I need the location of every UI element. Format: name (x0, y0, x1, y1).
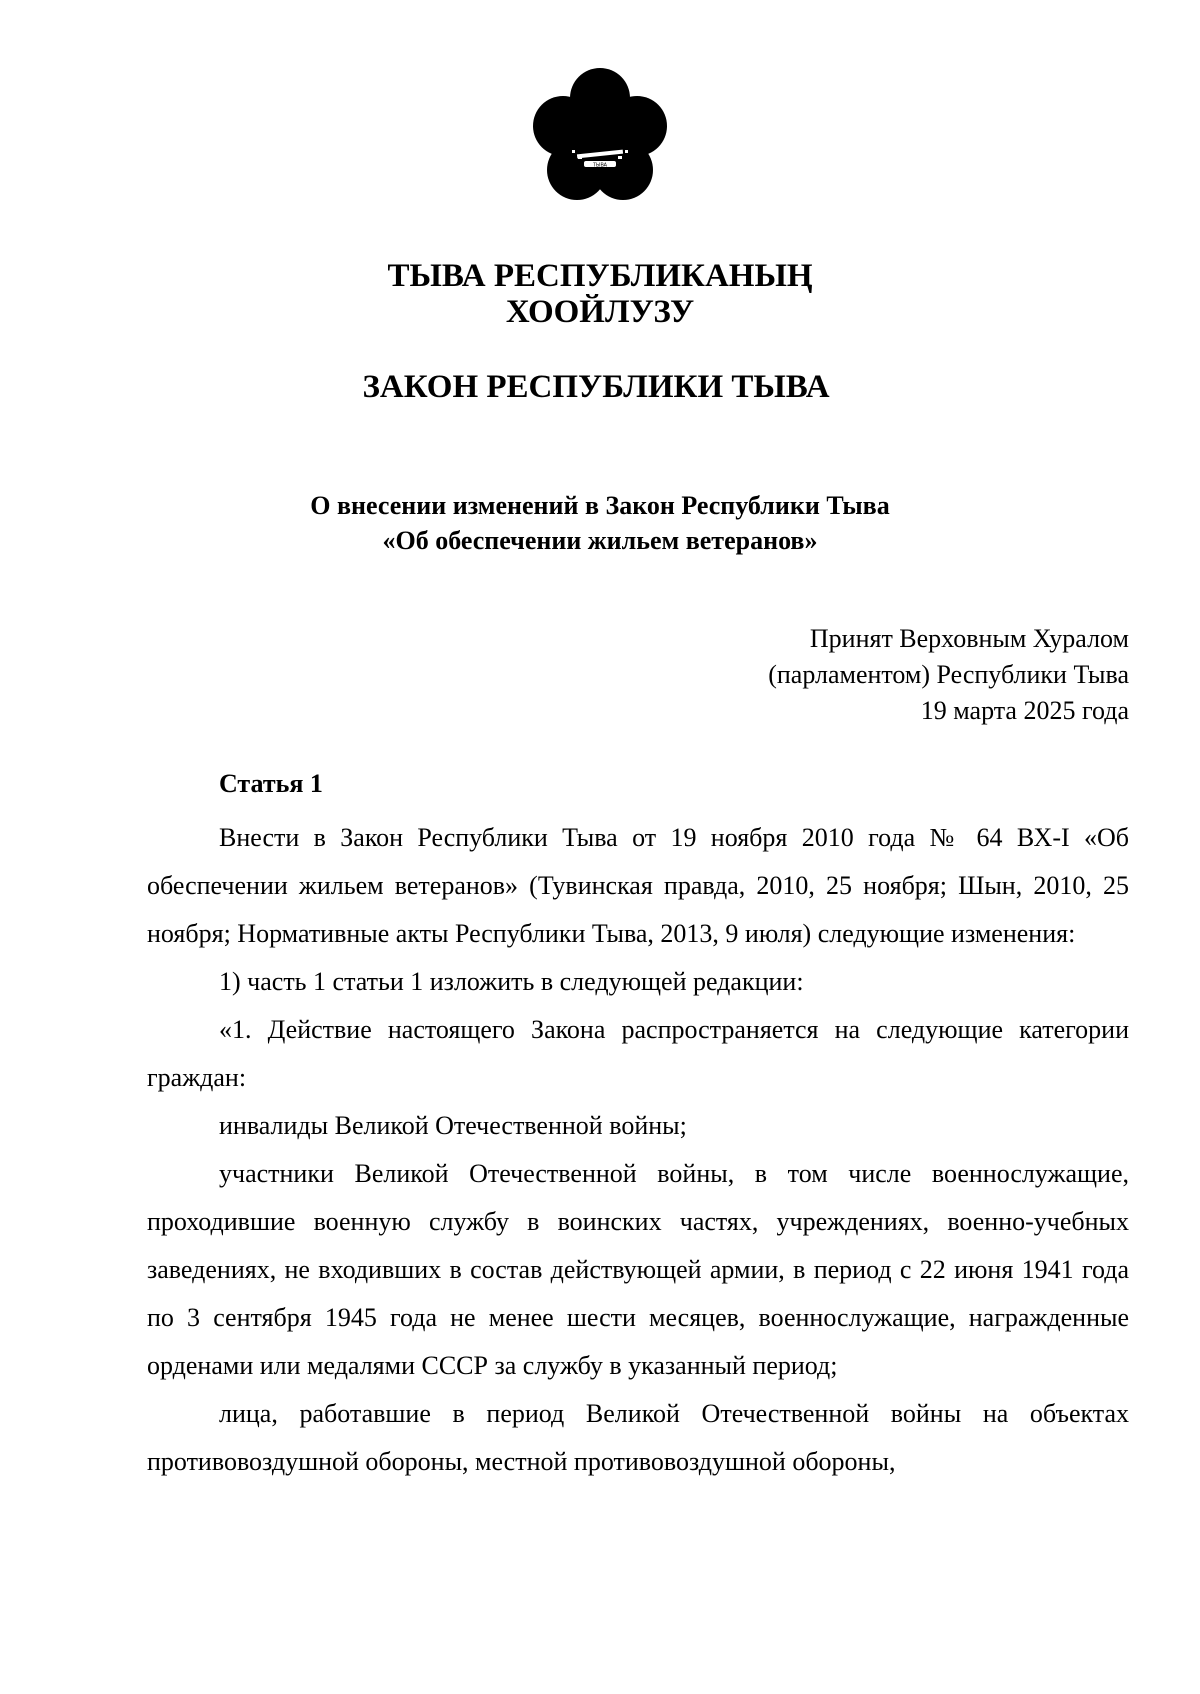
tuva-coat-of-arms-icon (520, 68, 680, 218)
article-heading: Статья 1 (219, 769, 323, 798)
article-paragraph: Внести в Закон Республики Тыва от 19 ноября 2010 года № 64 ВХ-I «Об обеспечении жильем ветеранов» (Тувинская правда, 2010, 25 ноября; Шын, 2010, 25 ноября; Нормативные акты Республики Тыва, 2013, 9 июля) следующие изменения: (147, 823, 1129, 948)
adoption-line: Принят Верховным Хуралом (809, 624, 1129, 653)
article-paragraph: «1. Действие настоящего Закона распространяется на следующие категории граждан: (147, 1015, 1129, 1092)
subject-line: О внесении изменений в Закон Республики Тыва (310, 491, 890, 520)
article-body (147, 814, 1129, 1486)
emblem-text: ТЫВА (593, 162, 607, 169)
article-paragraph: инвалиды Великой Отечественной войны; (219, 1111, 687, 1140)
tuvan-title-line: ХООЙЛУЗУ (505, 294, 695, 330)
adoption-note (768, 621, 1129, 729)
law-subject (0, 488, 1200, 558)
tuvan-title-line: ТЫВА РЕСПУБЛИКАНЫҢ (387, 258, 813, 294)
adoption-line: (парламентом) Республики Тыва (768, 660, 1129, 689)
article-paragraph: участники Великой Отечественной войны, в том числе военнослужащие, проходившие военную службу в воинских частях, учреждениях, военно-учебных заведениях, не входивших в состав действующей армии, в период с 22 июня 1941 года по 3 сентября 1945 года не менее шести месяцев, военнослужащие, награжденные орденами или медалями СССР за службу в указанный период; (147, 1159, 1129, 1380)
russian-law-title: ЗАКОН РЕСПУБЛИКИ ТЫВА (362, 369, 830, 405)
tuvan-law-title (0, 258, 1200, 330)
adoption-date: 19 марта 2025 года (920, 696, 1129, 725)
article-paragraph: 1) часть 1 статьи 1 изложить в следующей редакции: (219, 967, 804, 996)
coat-of-arms-emblem (520, 68, 680, 218)
subject-line: «Об обеспечении жильем ветеранов» (382, 526, 818, 555)
article-paragraph: лица, работавшие в период Великой Отечественной войны на объектах противовоздушной обороны, местной противовоздушной обороны, (147, 1399, 1129, 1476)
